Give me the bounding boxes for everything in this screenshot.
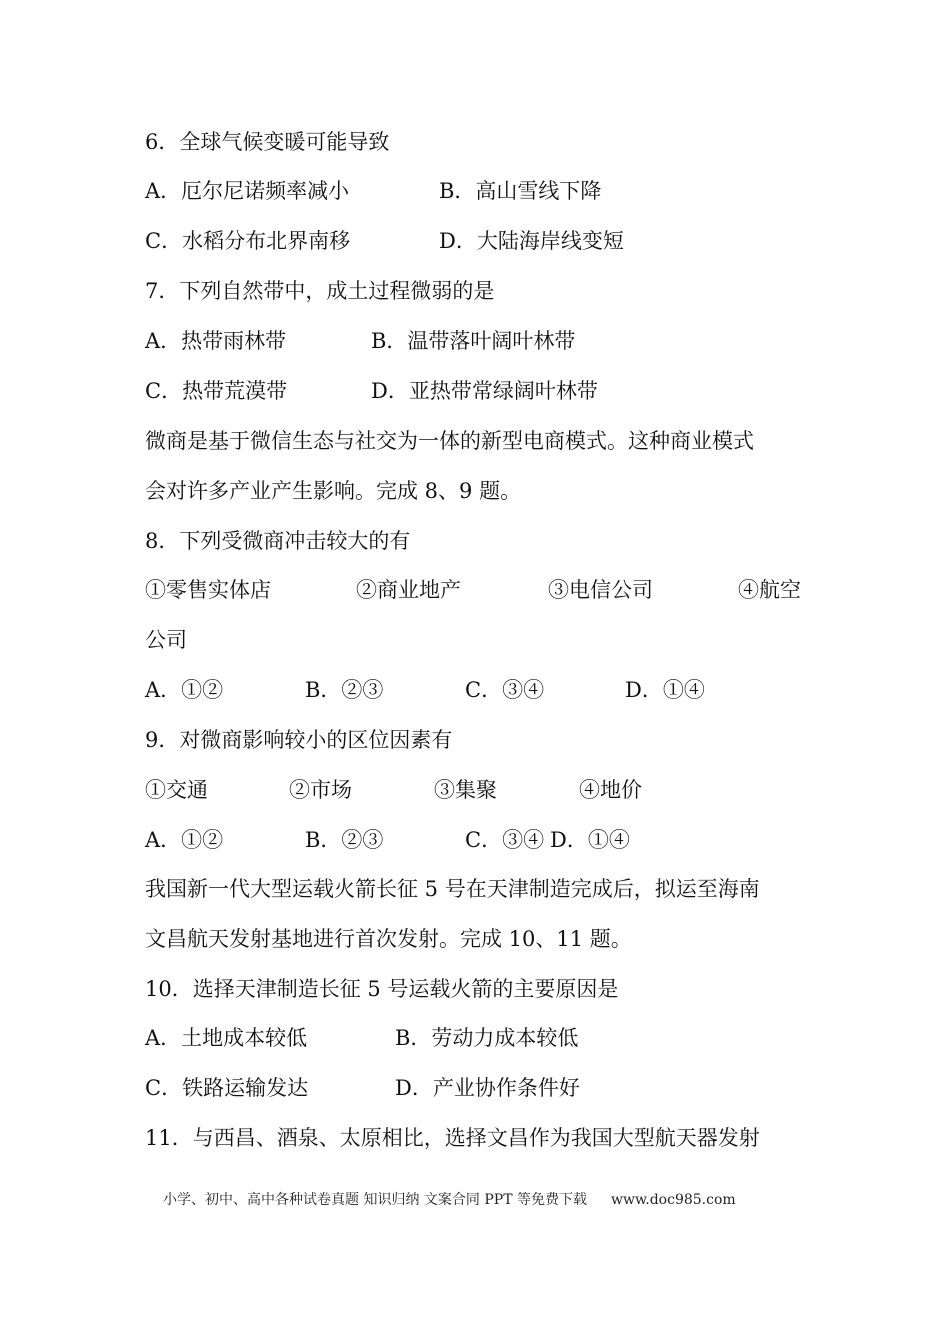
q11-stem: 11．与西昌、酒泉、太原相比，选择文昌作为我国大型航天器发射: [145, 1126, 760, 1150]
q6-stem: 6．全球气候变暖可能导致: [145, 130, 390, 154]
q9-item-4: ④地价: [579, 778, 642, 802]
passage2-line2: 文昌航天发射基地进行首次发射。完成 10、11 题。: [145, 927, 632, 951]
q9-stem: 9．对微商影响较小的区位因素有: [145, 728, 453, 752]
q9-item-3: ③集聚: [434, 778, 497, 802]
q7-option-a: A．热带雨林带: [145, 329, 287, 353]
q9-option-d: D．①④: [550, 828, 630, 852]
q8-option-d: D．①④: [625, 678, 705, 702]
q8-item-1: ①零售实体店: [145, 578, 271, 602]
q9-option-b: B．②③: [305, 828, 384, 852]
q6-option-d: D．大陆海岸线变短: [439, 229, 624, 253]
passage1-line2: 会对许多产业产生影响。完成 8、9 题。: [145, 479, 522, 503]
q8-option-c: C．③④: [465, 678, 545, 702]
passage1-line1: 微商是基于微信生态与社交为一体的新型电商模式。这种商业模式: [145, 429, 754, 453]
q8-items-continuation: 公司: [145, 628, 187, 652]
q6-option-a: A．厄尔尼诺频率减小: [145, 179, 350, 203]
q8-option-a: A．①②: [145, 678, 224, 702]
footer-text: 小学、初中、高中各种试卷真题 知识归纳 文案合同 PPT 等免费下载: [163, 1192, 587, 1208]
q8-item-4: ④航空: [738, 578, 801, 602]
q7-option-b: B．温带落叶阔叶林带: [371, 329, 576, 353]
q7-option-d: D．亚热带常绿阔叶林带: [371, 379, 598, 403]
q9-item-1: ①交通: [145, 778, 208, 802]
q8-option-b: B．②③: [305, 678, 384, 702]
q10-option-c: C．铁路运输发达: [145, 1076, 309, 1100]
q7-option-c: C．热带荒漠带: [145, 379, 288, 403]
q8-item-3: ③电信公司: [548, 578, 653, 602]
q9-option-a: A．①②: [145, 828, 224, 852]
q6-option-b: B．高山雪线下降: [439, 179, 602, 203]
q9-option-c: C．③④: [465, 828, 545, 852]
q10-option-b: B．劳动力成本较低: [395, 1026, 579, 1050]
q8-item-2: ②商业地产: [356, 578, 461, 602]
q9-item-2: ②市场: [289, 778, 352, 802]
q10-option-a: A．土地成本较低: [145, 1026, 308, 1050]
q8-stem: 8．下列受微商冲击较大的有: [145, 529, 411, 553]
q10-option-d: D．产业协作条件好: [395, 1076, 580, 1100]
passage2-line1: 我国新一代大型运载火箭长征 5 号在天津制造完成后，拟运至海南: [145, 877, 760, 901]
q10-stem: 10．选择天津制造长征 5 号运载火箭的主要原因是: [145, 977, 619, 1001]
q7-stem: 7．下列自然带中，成土过程微弱的是: [145, 279, 495, 303]
q6-option-c: C．水稻分布北界南移: [145, 229, 351, 253]
page-footer: [163, 1190, 736, 1210]
footer-url[interactable]: www.doc985.com: [610, 1192, 736, 1208]
